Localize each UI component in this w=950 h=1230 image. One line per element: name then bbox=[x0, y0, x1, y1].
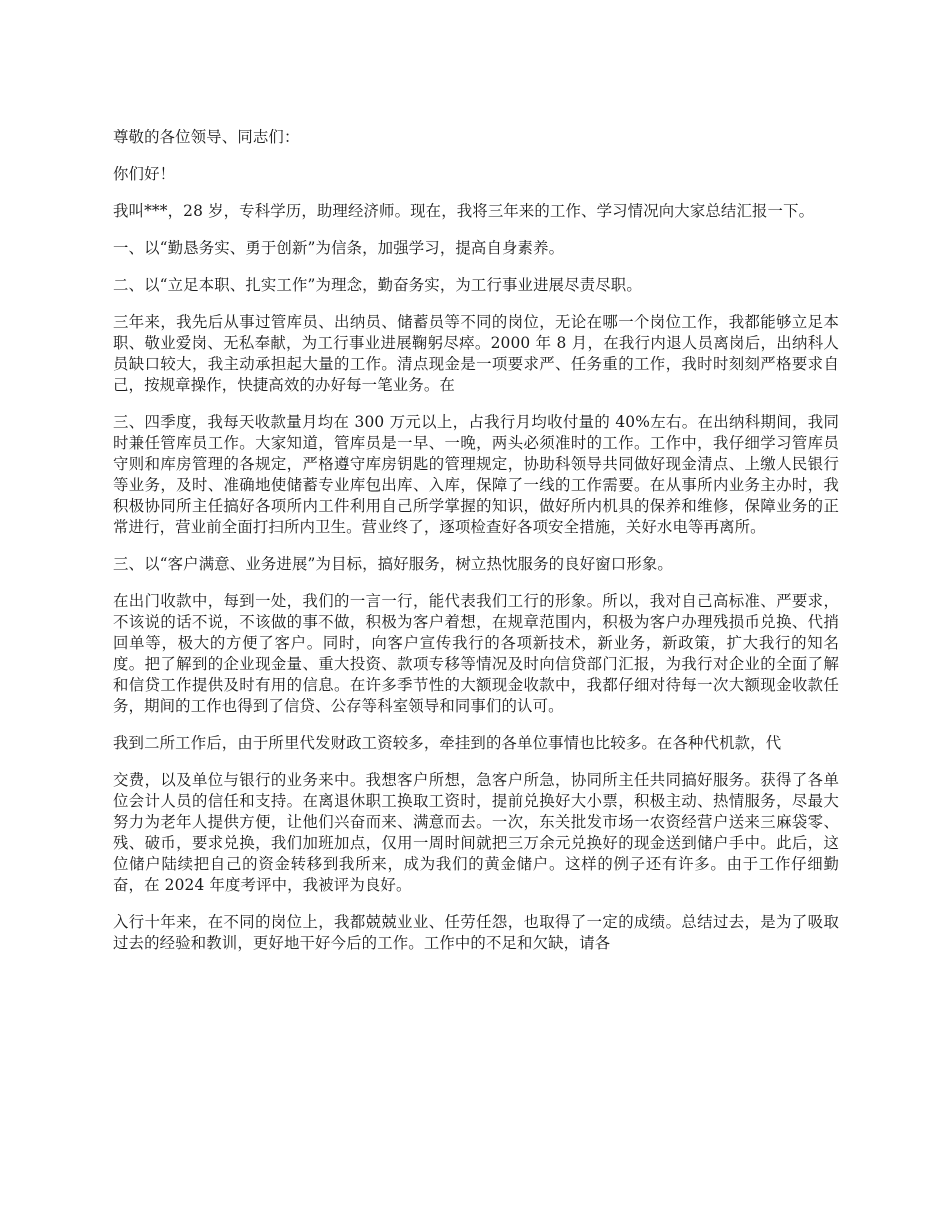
greeting: 尊敬的各位领导、同志们： bbox=[113, 128, 300, 146]
body-paragraph: 交费，以及单位与银行的业务来中。我想客户所想，急客户所急，协同所主任共同搞好服务。获得了各单位会计人员的信任和支持。在离退休职工换取工资时，提前兑换好大小票，积极主动、热情服务，尽最大努力为老年人提供方便，让他们兴奋而来、满意而去。一次，东关批发市场一农资经营户送来三麻袋零、残、破币，要求兑换，我们加班加点，仅用一周时间就把三万余元兑换好的现金送到储户手中。此后，这位储户陆续把自己的资金转移到我所来，成为我们的黄金储户。这样的例子还有许多。由于工作仔细勤奋，在 2024 年度考评中，我被评为良好。 bbox=[113, 771, 839, 894]
body-paragraph: 三年来，我先后从事过管库员、出纳员、储蓄员等不同的岗位，无论在哪一个岗位工作，我都能够立足本职、敬业爱岗、无私奉献，为工行事业进展鞠躬尽瘁。2000 年 8 月，在我行内退人员离岗后，出纳科人员缺口较大，我主动承担起大量的工作。清点现金是一项要求严、任务重的工作，我时时刻刻严格要求自己，按规章操作，快捷高效的办好每一笔业务。在 bbox=[113, 313, 839, 394]
body-paragraph: 三、四季度，我每天收款量月均在 300 万元以上，占我行月均收付量的 40%左右。在出纳科期间，我同时兼任管库员工作。大家知道，管库员是一早、一晚，两头必须准时的工作。工作中，我仔细学习管库员守则和库房管理的各规定，严格遵守库房钥匙的管理规定，协助科领导共同做好现金清点、上缴人民银行等业务，及时、准确地使储蓄专业库包出库、入库，保障了一线的工作需要。在从事所内业务主办时，我积极协同所主任搞好各项所内工件利用自己所学掌握的知识，做好所内机具的保养和维修，保障业务的正常进行，营业前全面打扫所内卫生。营业终了，逐项检查好各项安全措施，关好水电等再离所。 bbox=[113, 413, 839, 536]
section-heading-3: 三、以“客户满意、业务进展”为目标，搞好服务，树立热忱服务的良好窗口形象。 bbox=[113, 555, 673, 573]
section-heading-2: 二、以“立足本职、扎实工作”为理念，勤奋务实，为工行事业进展尽责尽职。 bbox=[113, 276, 642, 294]
body-paragraph: 在出门收款中，每到一处，我们的一言一行，能代表我们工行的形象。所以，我对自己高标准、严要求，不该说的话不说，不该做的事不做，积极为客户着想，在规章范围内，积极为客户办理残损币兑换、代捎回单等，极大的方便了客户。同时，向客户宣传我行的各项新技术，新业务，新政策，扩大我行的知名度。把了解到的企业现金量、重大投资、款项专移等情况及时向信贷部门汇报，为我行对企业的全面了解和信贷工作提供及时有用的信息。在许多季节性的大额现金收款中，我都仔细对待每一次大额现金收款任务，期间的工作也得到了信贷、公存等科室领导和同事们的认可。 bbox=[113, 592, 839, 715]
body-paragraph: 我到二所工作后，由于所里代发财政工资较多，牵挂到的各单位事情也比较多。在各种代机款，代 bbox=[113, 734, 782, 752]
self-introduction-paragraph: 我叫***，28 岁，专科学历，助理经济师。现在，我将三年来的工作、学习情况向大家总结汇报一下。 bbox=[113, 202, 815, 220]
section-heading-1: 一、以“勤恳务实、勇于创新”为信条，加强学习，提高自身素养。 bbox=[113, 239, 565, 257]
salutation: 你们好！ bbox=[113, 165, 176, 183]
closing-paragraph: 入行十年来，在不同的岗位上，我都兢兢业业、任劳任怨，也取得了一定的成绩。总结过去，是为了吸取过去的经验和教训，更好地干好今后的工作。工作中的不足和欠缺，请各 bbox=[113, 913, 839, 952]
document-body bbox=[113, 127, 839, 970]
